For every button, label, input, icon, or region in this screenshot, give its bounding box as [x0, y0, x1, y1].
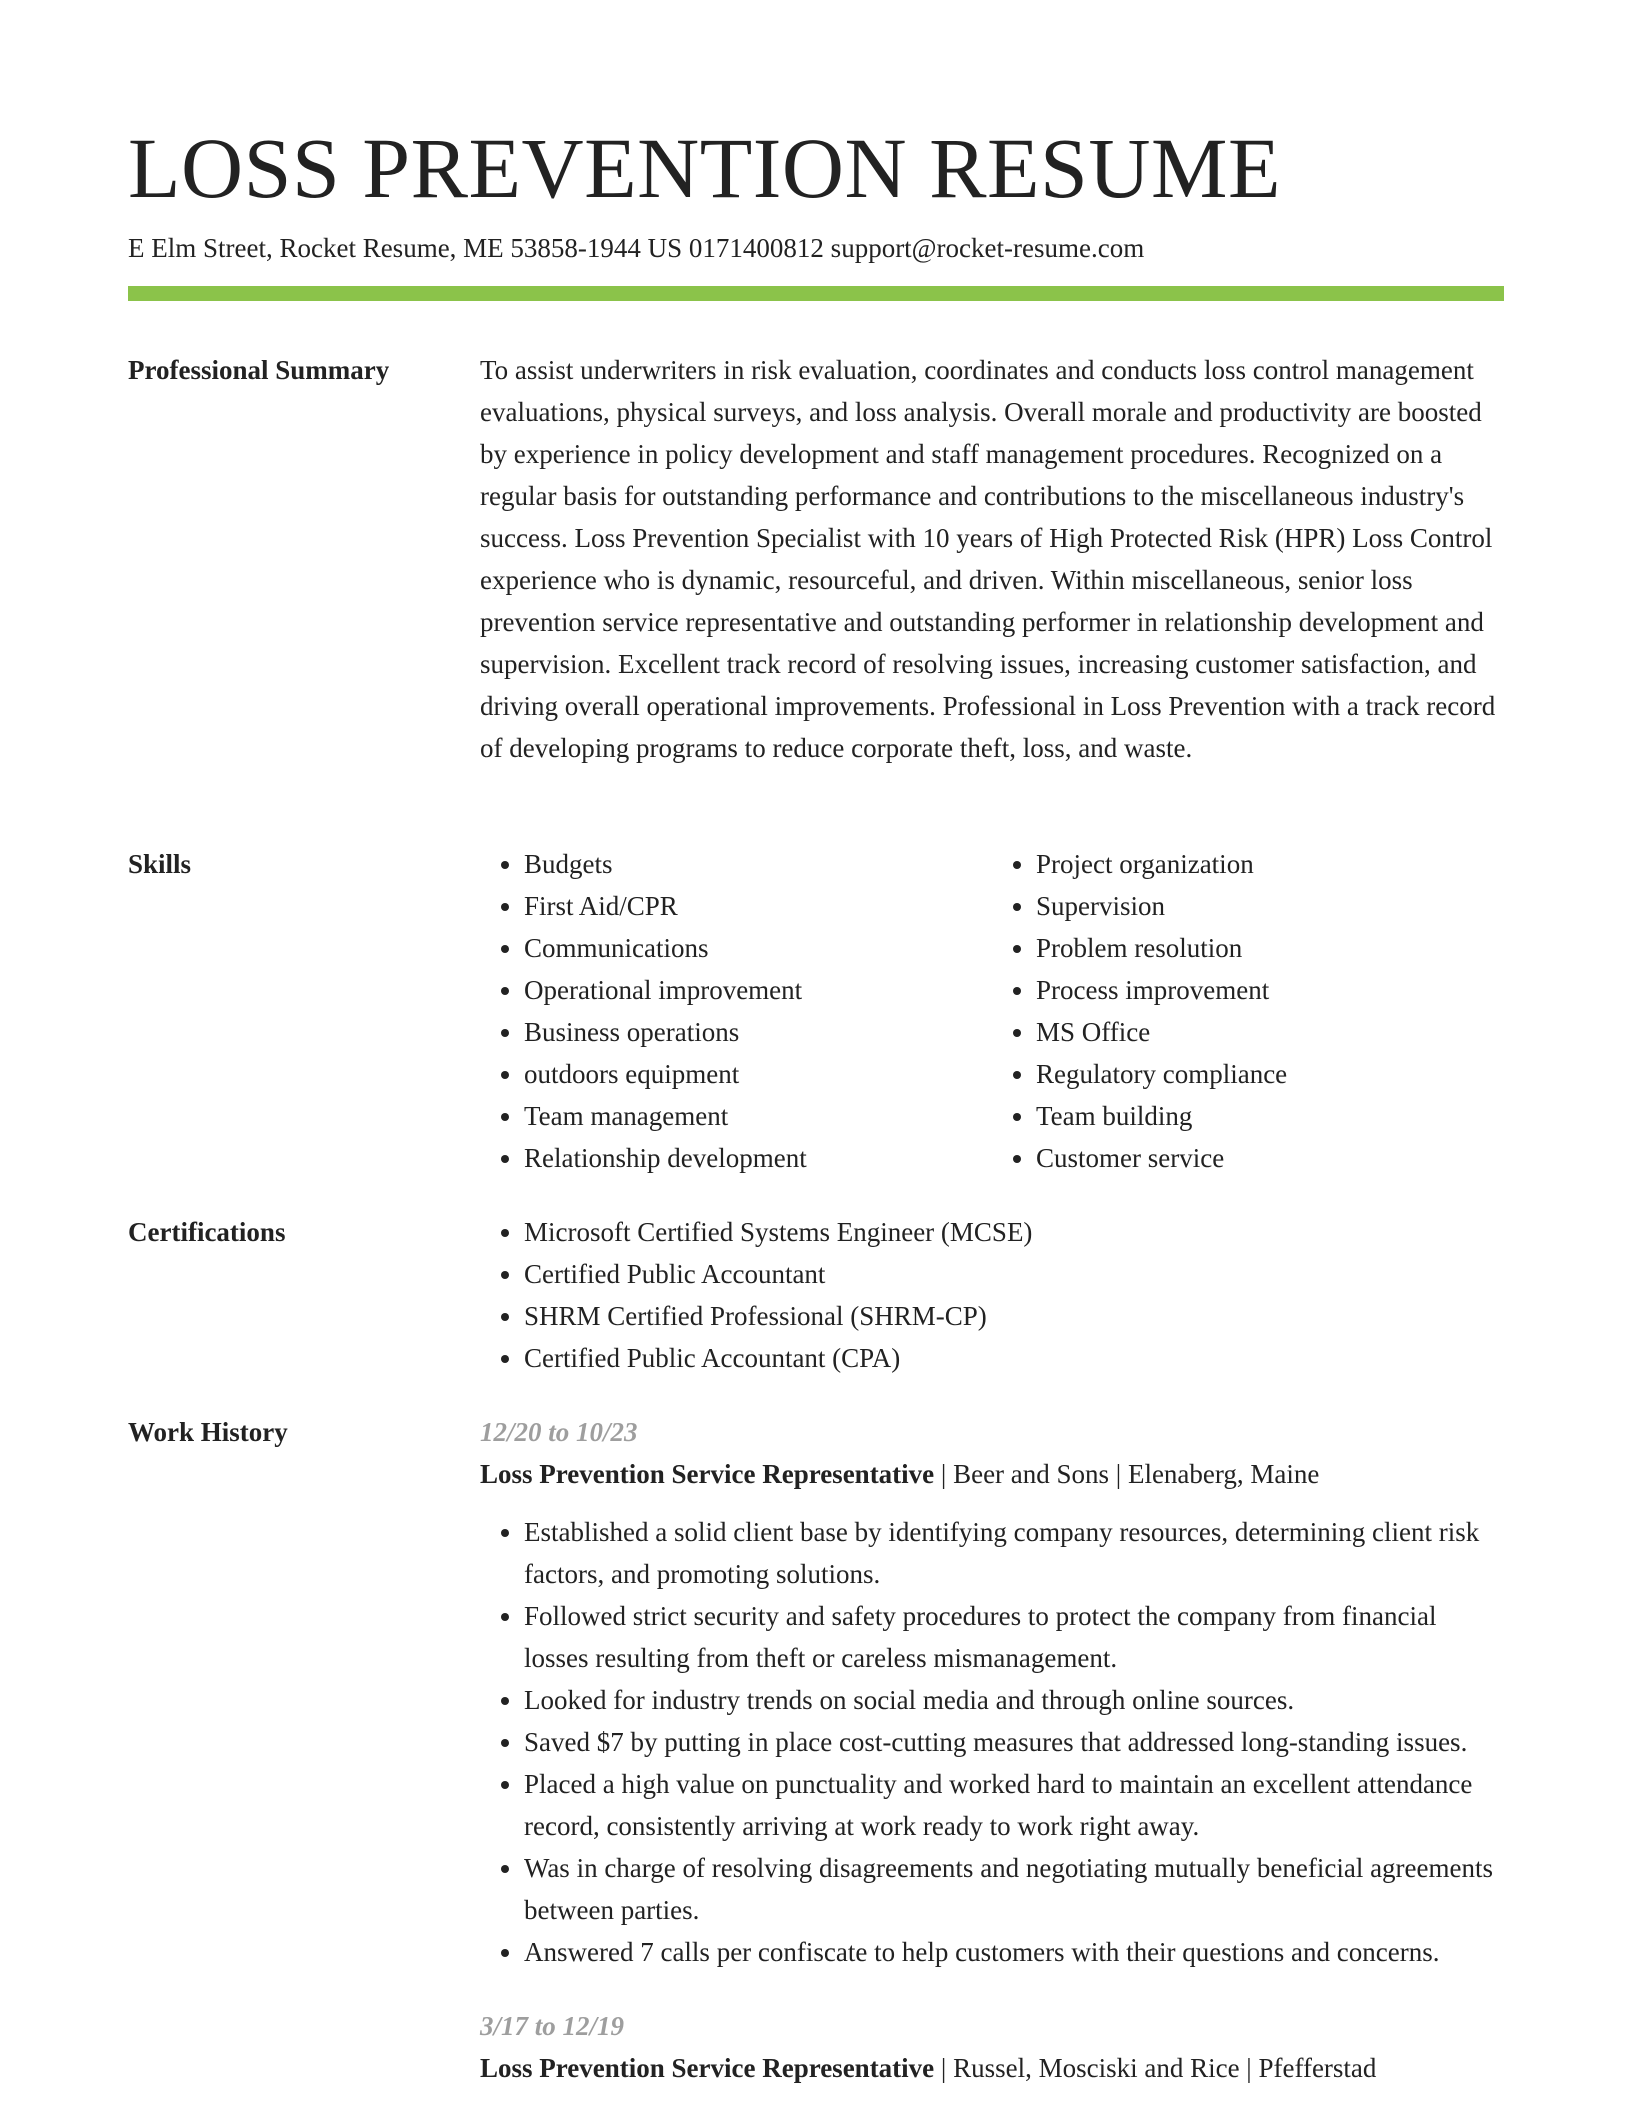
job-bullet: • Followed strict security and safety procedures to protect the company from financial losses resulting from theft or careless mismanagement. — [524, 1595, 1504, 1679]
skills-label: Skills — [128, 849, 192, 879]
skill-item: • Team building — [1036, 1095, 1504, 1137]
job-dates: 12/20 to 10/23 — [480, 1417, 638, 1447]
skill-item: • Team management — [524, 1095, 992, 1137]
skill-item: • Problem resolution — [1036, 927, 1504, 969]
summary-label: Professional Summary — [128, 355, 390, 385]
job-dates: 3/17 to 12/19 — [480, 2011, 625, 2041]
skills-list-right — [992, 843, 1504, 1179]
summary-body — [480, 349, 1504, 769]
resume-title: LOSS PREVENTION RESUME — [128, 120, 1281, 216]
skills-body — [480, 843, 1504, 1179]
skill-item: • Customer service — [1036, 1137, 1504, 1179]
work-history-label: Work History — [128, 1417, 288, 1447]
skill-item: • outdoors equipment — [524, 1053, 992, 1095]
skill-item: • Communications — [524, 927, 992, 969]
certification-item: • Certified Public Accountant (CPA) — [524, 1337, 1504, 1379]
skill-item: • Operational improvement — [524, 969, 992, 1011]
contact-line: E Elm Street, Rocket Resume, ME 53858-1944 US 0171400812 support@rocket-resume.com — [128, 233, 1145, 263]
job-entry — [480, 2005, 1504, 2089]
job-title: Loss Prevention Service Representative — [480, 1459, 935, 1489]
job-title: Loss Prevention Service Representative — [480, 2053, 935, 2083]
skill-item: • Supervision — [1036, 885, 1504, 927]
job-heading — [480, 2047, 1504, 2089]
job-bullets — [480, 1511, 1504, 1973]
skill-item: • First Aid/CPR — [524, 885, 992, 927]
job-heading — [480, 1453, 1504, 1495]
job-entry — [480, 1411, 1504, 1973]
certification-item: • Certified Public Accountant — [524, 1253, 1504, 1295]
skill-item: • MS Office — [1036, 1011, 1504, 1053]
job-details: | Beer and Sons | Elenaberg, Maine — [934, 1459, 1320, 1489]
skills-list-left — [480, 843, 992, 1179]
skill-item: • Business operations — [524, 1011, 992, 1053]
certification-item: • SHRM Certified Professional (SHRM-CP) — [524, 1295, 1504, 1337]
certification-item: • Microsoft Certified Systems Engineer (MCSE) — [524, 1211, 1504, 1253]
certifications-body — [480, 1211, 1504, 1379]
skill-item: • Budgets — [524, 843, 992, 885]
job-bullet: • Saved $7 by putting in place cost-cutting measures that addressed long-standing issues. — [524, 1721, 1504, 1763]
skill-item: • Regulatory compliance — [1036, 1053, 1504, 1095]
job-bullet: • Placed a high value on punctuality and worked hard to maintain an excellent attendance record, consistently arriving at work ready to work right away. — [524, 1763, 1504, 1847]
work-history-body — [480, 1411, 1504, 2121]
job-details: | Russel, Mosciski and Rice | Pfefferstad — [934, 2053, 1377, 2083]
certifications-label: Certifications — [128, 1217, 286, 1247]
job-bullet: • Answered 7 calls per confiscate to help customers with their questions and concerns. — [524, 1931, 1504, 1973]
job-bullet: • Established a solid client base by identifying company resources, determining client risk factors, and promoting solutions. — [524, 1511, 1504, 1595]
job-bullet: • Looked for industry trends on social media and through online sources. — [524, 1679, 1504, 1721]
certifications-list — [480, 1211, 1504, 1379]
skill-item: • Project organization — [1036, 843, 1504, 885]
skill-item: • Process improvement — [1036, 969, 1504, 1011]
accent-divider — [128, 286, 1504, 301]
skill-item: • Relationship development — [524, 1137, 992, 1179]
summary-text: To assist underwriters in risk evaluation, coordinates and conducts loss control management evaluations, physical surveys, and loss analysis. Overall morale and productivity are boosted by experience in policy development and staff management procedures. Recognized on a regular basis for outstanding performance and contributions to the miscellaneous industry's success. Loss Prevention Specialist with 10 years of High Protected Risk (HPR) Loss Control experience who is dynamic, resourceful, and driven. Within miscellaneous, senior loss prevention service representative and outstanding performer in relationship development and supervision. Excellent track record of resolving issues, increasing customer satisfaction, and driving overall operational improvements. Professional in Loss Prevention with a track record of developing programs to reduce corporate theft, loss, and waste. — [480, 355, 1496, 763]
job-bullet: • Was in charge of resolving disagreements and negotiating mutually beneficial agreements between parties. — [524, 1847, 1504, 1931]
